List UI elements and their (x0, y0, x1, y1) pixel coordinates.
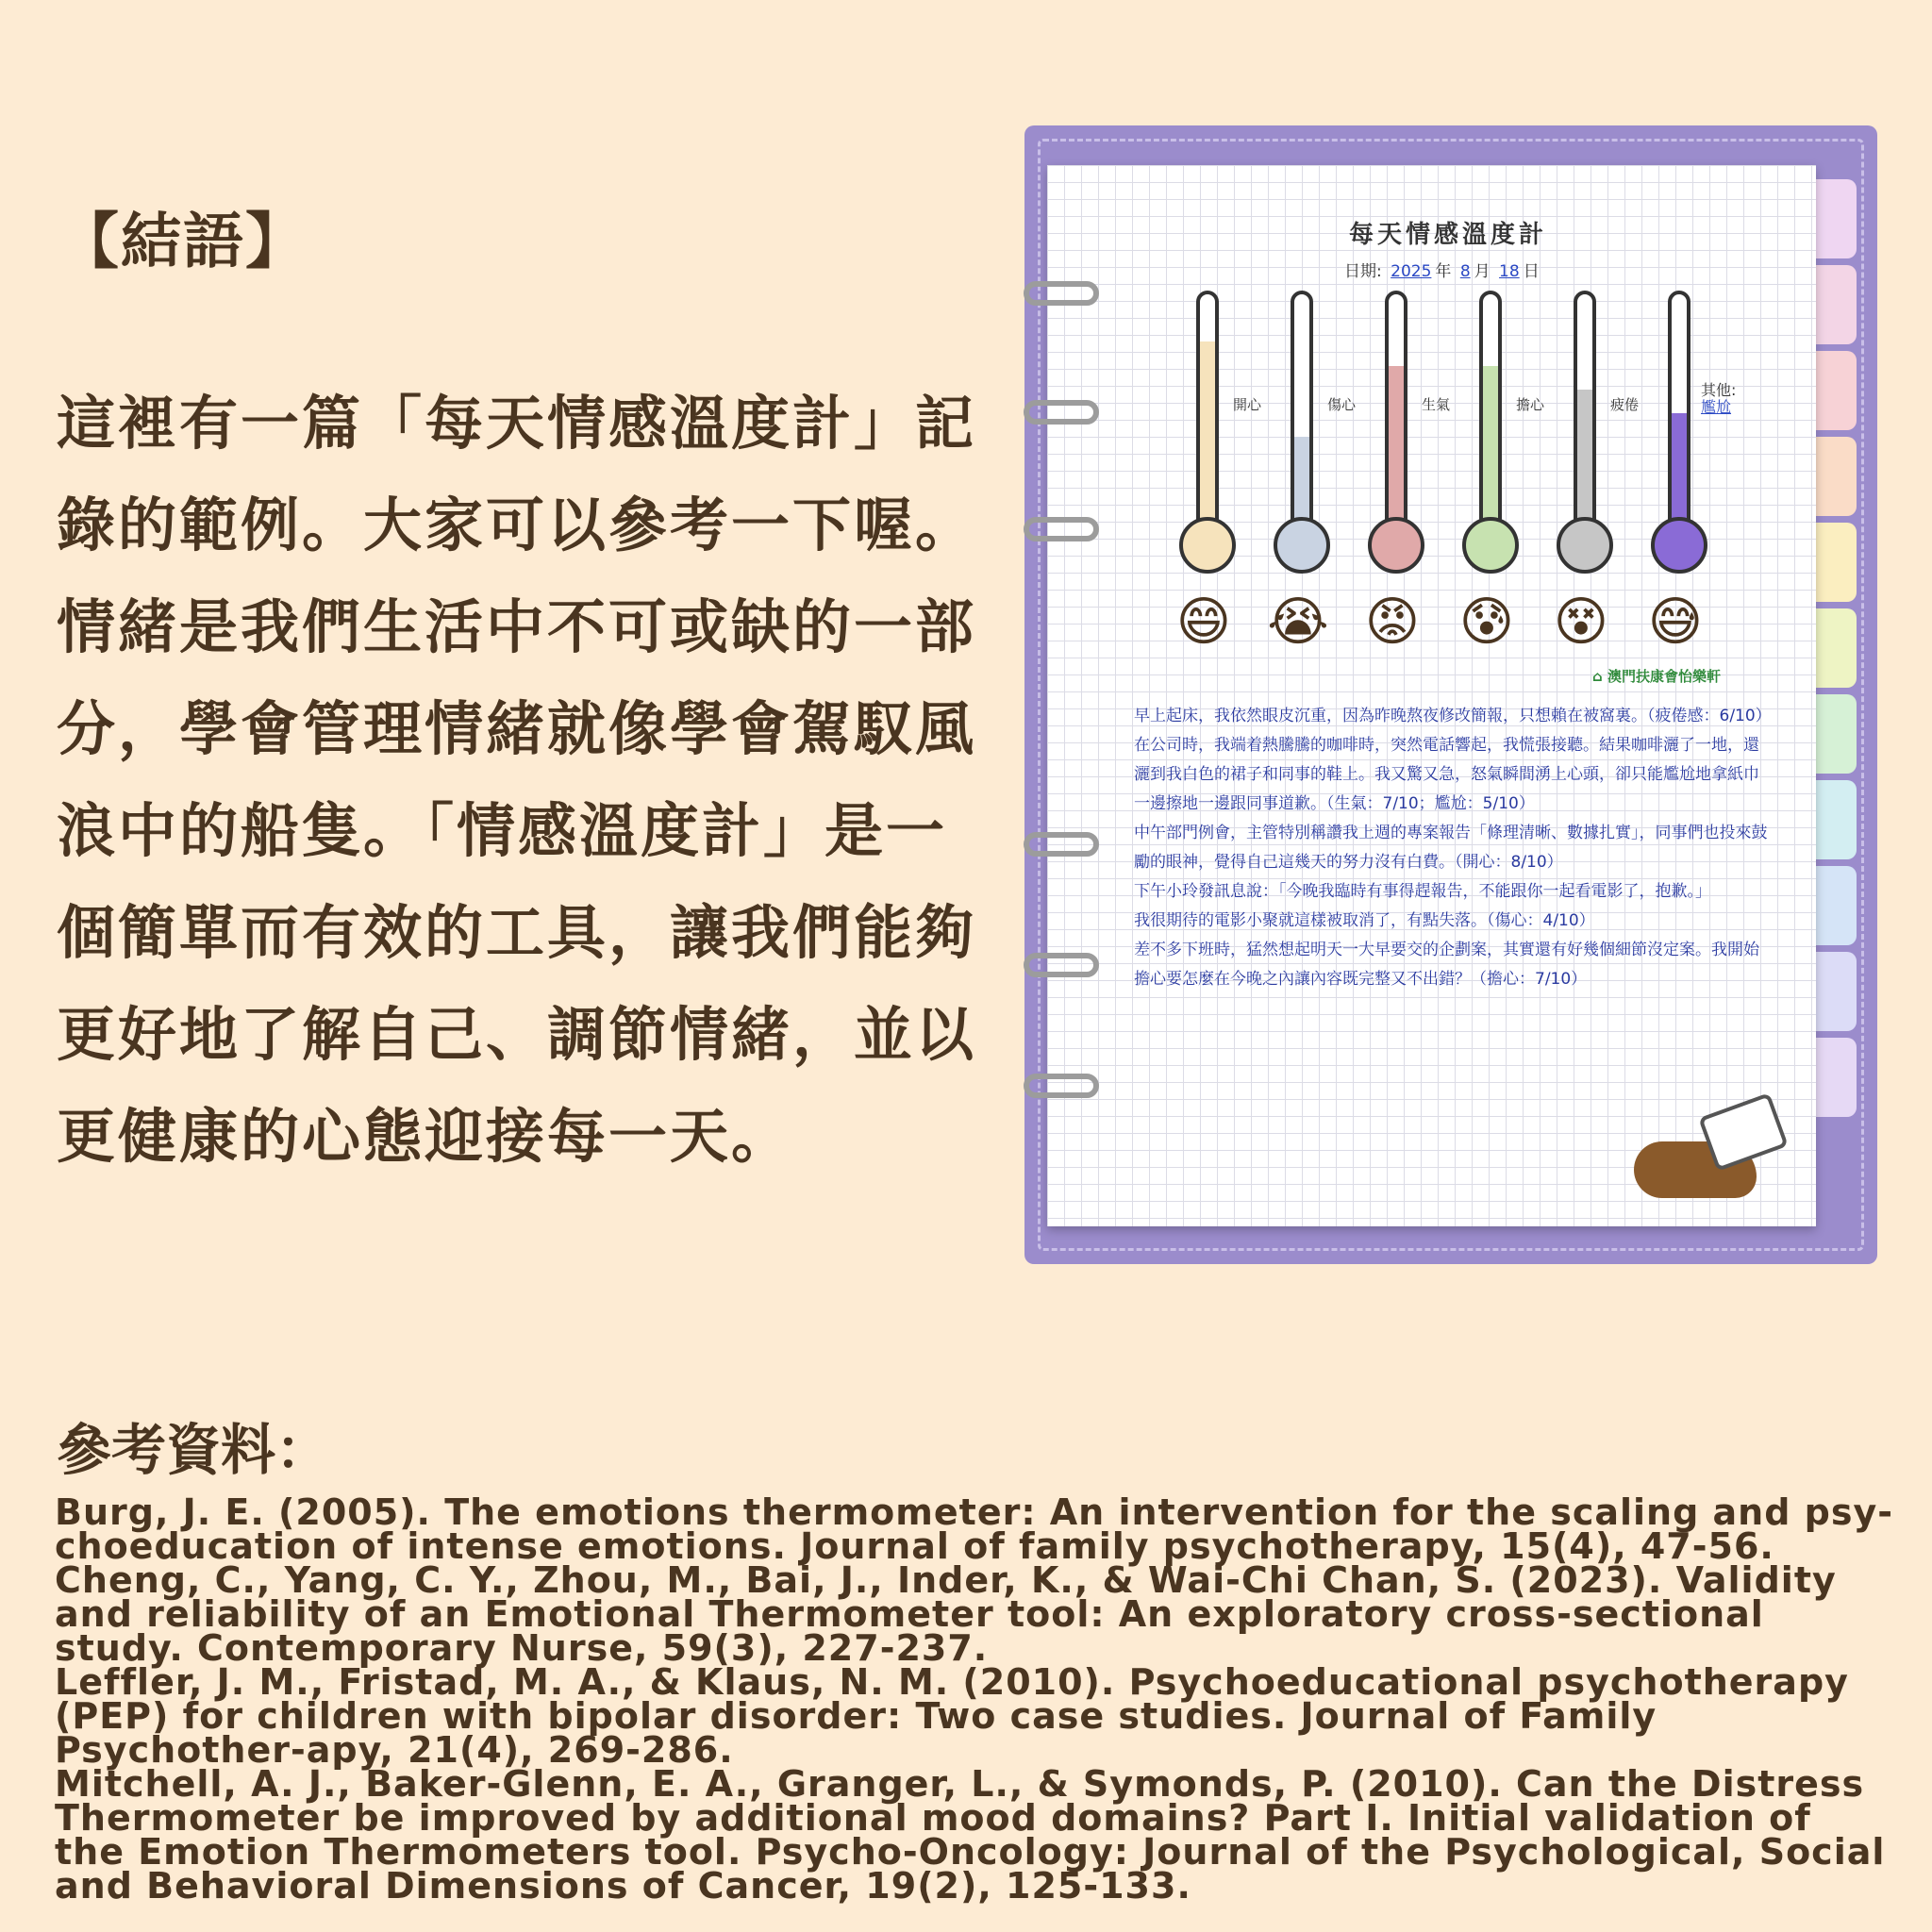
body-line: 錄的範例。大家可以參考一下喔。 (57, 491, 977, 559)
thermometer-fill (1483, 366, 1498, 532)
body-line: 這裡有一篇「每天情感溫度計」記 (57, 389, 977, 458)
body-line: 個簡單而有效的工具，讓我們能夠 (57, 898, 977, 967)
thermometer-label: 生氣 (1422, 396, 1451, 413)
thermometer-bulb (1557, 517, 1613, 574)
binder-ring (1024, 832, 1099, 857)
thermometer (1269, 291, 1335, 574)
thermometer-label: 傷心 (1327, 396, 1357, 413)
body-line: 浪中的船隻。「情感溫度計」是一 (57, 796, 948, 865)
emotion-emoji-icon: 😵 (1553, 591, 1609, 653)
diary-entry (1134, 702, 1772, 994)
body-line: 情緒是我們生活中不可或缺的一部 (57, 592, 977, 661)
organization-logo: ⌂ 澳門扶康會怡樂軒 (1592, 668, 1721, 685)
thermometer-fill (1200, 341, 1215, 532)
thermometer-tube (1196, 291, 1219, 536)
thermometer-tube (1479, 291, 1502, 536)
other-label-text: 其他: (1701, 381, 1737, 399)
diary-paragraph: 中午部門例會，主管特別稱讚我上週的專案報告「條理清晰、數據扎實」，同事們也投來鼓勵的眼神，覺得自己這幾天的努力沒有白費。（開心：8/10） (1134, 824, 1768, 872)
thermometer-tube (1574, 291, 1596, 536)
reference-item: Leffler, J. M., Fristad, M. A., & Klaus, N. M. (2010). Psychoeducational psychotherapy (PEP) for children with bipolar disorder: Two case studies. Journal of Family Psychother-apy, 21(4), 269-286. (55, 1661, 1849, 1771)
reference-item: Cheng, C., Yang, C. Y., Zhou, M., Bai, J., Inder, K., & Wai-Chi Chan, S. (2023). Validity and reliability of an Emotional Thermometer tool: An exploratory cross-sectional study. Contemporary Nurse, 59(3), 227-237. (55, 1559, 1837, 1669)
binder-ring (1024, 517, 1099, 541)
conclusion-body (57, 373, 976, 1188)
thermometer-label: 疲倦 (1610, 396, 1640, 413)
date-day: 18 (1499, 262, 1520, 281)
date-year: 2025 (1391, 262, 1432, 281)
planner-date (1344, 258, 1540, 281)
emotion-emoji-icon: 😡 (1364, 591, 1421, 653)
diary-paragraph: 早上起床，我依然眼皮沉重，因為昨晚熬夜修改簡報，只想賴在被窩裏。（疲倦感：6/10） (1134, 707, 1772, 725)
diary-paragraph: 下午小玲發訊息說：「今晚我臨時有事得趕報告，不能跟你一起看電影了，抱歉。」 (1134, 882, 1711, 901)
thermometer-bulb (1179, 517, 1236, 574)
thermometer-label: 擔心 (1516, 396, 1545, 413)
thermometer (1552, 291, 1618, 574)
conclusion-heading: 【結語】 (58, 208, 308, 277)
binder-ring (1024, 953, 1099, 977)
other-emotion-label (1701, 382, 1736, 416)
thermometer-bulb (1462, 517, 1519, 574)
thermometer-label: 開心 (1233, 396, 1262, 413)
other-emotion-value: 尷尬 (1701, 398, 1732, 416)
thermometer-bulb (1651, 517, 1707, 574)
emotion-emoji-icon: 😰 (1458, 591, 1515, 653)
body-line: 更健康的心態迎接每一天。 (57, 1102, 793, 1171)
emotion-emoji-icon: 😅 (1647, 591, 1704, 653)
date-month-unit: 月 (1474, 262, 1491, 281)
thermometer (1363, 291, 1429, 574)
date-label: 日期: (1344, 262, 1382, 281)
logo-text: 澳門扶康會怡樂軒 (1607, 668, 1721, 685)
planner-title: 每天情感溫度計 (1349, 221, 1548, 249)
diary-paragraph: 我很期待的電影小聚就這樣被取消了，有點失落。（傷心：4/10） (1134, 911, 1595, 930)
references-title: 參考資料： (57, 1418, 331, 1482)
thermometer-tube (1385, 291, 1407, 536)
body-line: 更好地了解自己、調節情緒，並以 (57, 1000, 977, 1069)
date-day-unit: 日 (1523, 262, 1540, 281)
binder-ring (1024, 400, 1099, 425)
thermometer (1457, 291, 1524, 574)
reference-item: Mitchell, A. J., Baker-Glenn, E. A., Granger, L., & Symonds, P. (2010). Can the Distress Thermometer be improved by additional mood domains? Part I. Initial validation of the Emotion Thermometers tool. Psycho-Oncology: Journal of the Psychological, Social and Behavioral Dimensions of Cancer, 19(2), 125-133. (55, 1763, 1886, 1907)
thermometer-fill (1389, 366, 1404, 532)
body-line: 分，學會管理情緒就像學會駕馭風 (57, 694, 977, 763)
thermometer-bulb (1274, 517, 1330, 574)
thermometer-tube (1668, 291, 1690, 536)
diary-paragraph: 差不多下班時，猛然想起明天一大早要交的企劃案，其實還有好幾個細節沒定案。我開始擔心要怎麼在今晚之內讓內容既完整又不出錯？（擔心：7/10） (1134, 941, 1759, 989)
thermometer-bulb (1368, 517, 1424, 574)
date-year-unit: 年 (1435, 262, 1452, 281)
emotion-emoji-icon: 😄 (1175, 591, 1232, 653)
binder-ring (1024, 281, 1099, 306)
date-month: 8 (1459, 262, 1471, 281)
thermometer (1174, 291, 1241, 574)
thermometer-tube (1291, 291, 1313, 536)
reference-item: Burg, J. E. (2005). The emotions thermometer: An intervention for the scaling and psy-choeducation of intense emotions. Journal of family psychotherapy, 15(4), 47-56. (55, 1491, 1894, 1567)
references-list (55, 1491, 1894, 1907)
thermometer-fill (1672, 413, 1687, 532)
thermometer-fill (1577, 390, 1592, 532)
emotion-emoji-icon: 😭 (1267, 591, 1329, 653)
binder-ring (1024, 1074, 1099, 1098)
thermometer (1646, 291, 1712, 574)
diary-paragraph: 在公司時，我端着熱騰騰的咖啡時，突然電話響起，我慌張接聽。結果咖啡灑了一地，還灑到我白色的裙子和同事的鞋上。我又驚又急，怒氣瞬間湧上心頭，卻只能尷尬地拿紙巾一邊擦地一邊跟同事道歉。（生氣：7/10；尷尬：5/10） (1134, 736, 1759, 813)
